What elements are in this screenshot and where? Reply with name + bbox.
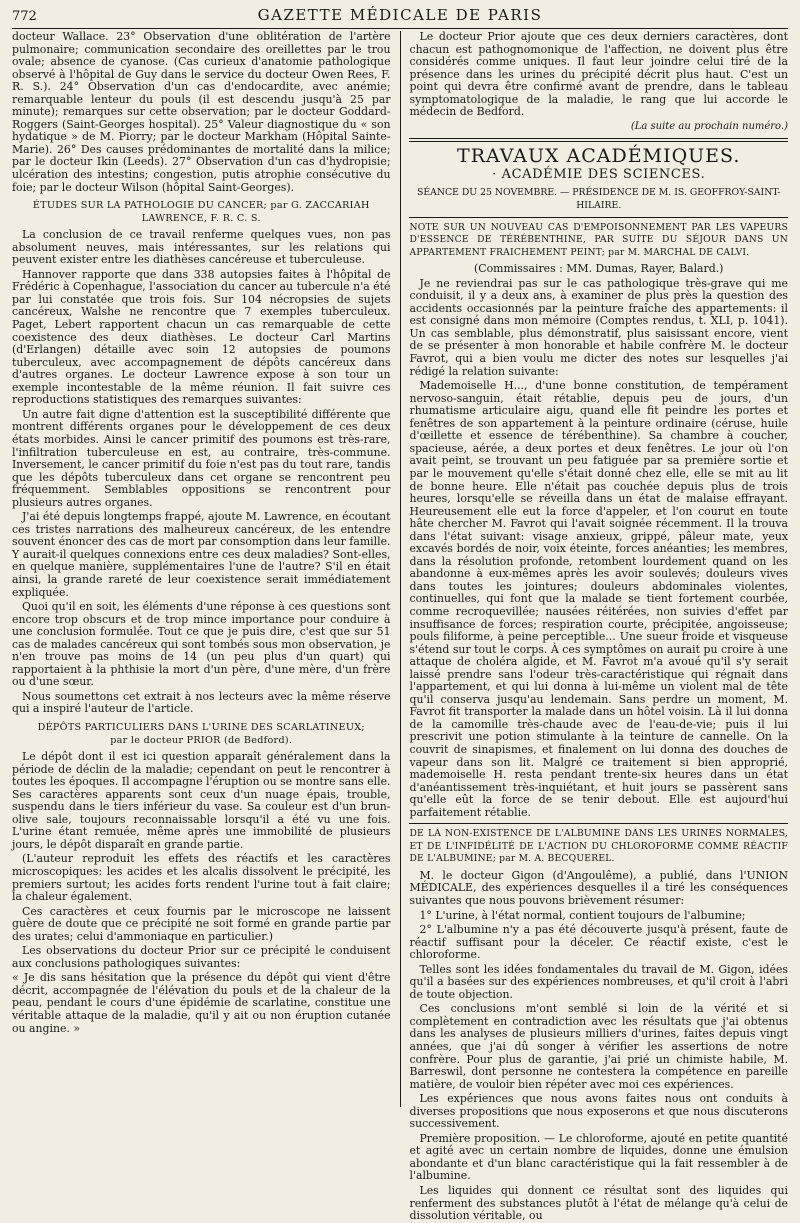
paragraph: docteur Wallace. 23° Observation d'une oblitération de l'artère pulmonaire; communication secondaire des oreillettes par le trou ovale; absence de cyanose. (Cas curieux d'anatomie pathologique observé à l'hôpital de Guy dans le service du docteur Owen Rees, F. R. S.). 24° Observation d'un cas d'endocardite, avec anémie; remarquable lenteur du pouls (il est descendu jusqu'à 25 par minute); remarques sur cette observation; par le docteur Goddard-Roggers (Saint-Georges hospital). 25° Valeur diagnostique du « son hydatique » de M. Piorry; par le docteur Markham (Hôpital Sainte-Marie). 26° Des causes prédominantes de mortalité dans la milice; par le docteur Ikin (Leeds). 27° Observation d'un cas d'hydropisie; ulcération des intestins; congestion, putis atrophie consécutive du foie; par le docteur Wilson (hôpital Saint-Georges). [12, 30, 391, 194]
divider [409, 823, 788, 824]
page-number: 772 [12, 9, 37, 24]
list-item: 1° L'urine, à l'état normal, contient toujours de l'albumine; [419, 908, 746, 922]
paragraph: Quoi qu'il en soit, les éléments d'une réponse à ces questions sont encore trop obscurs et de trop mince importance pour conduire à une conclusion formulée. Tout ce que je puis dire, c'est que sur 51 cas de malades cancéreux qui sont tombés sous mon observation, je n'en trouve pas moins de 14 (un peu plus d'un quart) qui rapportaient à la phthisie la mort d'un père, d'une mère, d'un frère ou d'une sœur. [12, 600, 391, 689]
list-item: 2° L'albumine n'y a pas été découverte jusqu'à présent, faute de réactif suffisant pour la déceler. Ce réactif existe, c'est le chloroforme. [409, 923, 788, 962]
quotation: « Je dis sans hésitation que la présence du dépôt qui vient d'être décrit, accompagnée de l'élévation du pouls et de la chaleur de la peau, pendant le cours d'une épidémie de scarlatine, constitue une véritable attaque de la maladie, qu'il y ait ou non éruption cutanée ou angine. » [12, 971, 391, 1035]
paragraph: Le docteur Prior ajoute que ces deux derniers caractères, dont chacun est pathognomonique de l'affection, ne doivent plus être considérés comme uniques. Il faut leur joindre celui tiré de la présence dans les urines du précipité décrit plus haut. C'est un point qui devra être confirmé avant de prendre, dans le tableau symptomatologique de la maladie, le rang que lui accorde le médecin de Bedford. [409, 30, 788, 119]
paragraph: Telles sont les idées fondamentales du travail de M. Gigon, idées qu'il a basées sur des expériences nombreuses, et qu'il croit à l'abri de toute objection. [409, 962, 788, 1001]
section-divider [409, 138, 788, 142]
page-header [12, 6, 788, 29]
article-heading-albumine: DE LA NON-EXISTENCE DE L'ALBUMINE DANS LES URINES NORMALES, ET DE L'INFIDÉLITÉ DE L'ACTION DU CHLOROFORME COMME RÉACTIF DE L'ALBUMINE; par M. A. BECQUEREL. [409, 828, 788, 865]
left-column [12, 31, 397, 1107]
paragraph: Mademoiselle H..., d'une bonne constitution, de tempérament nervoso-sanguin, était rétablie, depuis peu de jours, d'un rhumatisme articulaire aigu, quand elle fit peindre les portes et fenêtres de son appartement à la peinture ordinaire (céruse, huile d'œillette et essence de térébenthine). Sa chambre à coucher, spacieuse, aérée, a deux portes et deux fenêtres. Le jour où l'on avait peint, se trouvant un peu fatiguée par sa première sortie et par le mouvement qu'elle s'était donné chez elle, elle se mit au lit de bonne heure. Elle n'était pas couchée depuis plus de trois heures, lorsqu'elle se réveilla dans un état de malaise effrayant. Heureusement elle eut la force d'appeler, et l'on courut en toute hâte chercher M. Favrot qui l'avait soignée récemment. Il la trouva dans l'état suivant: visage anxieux, grippé, pâleur mate, yeux excavés bordés de noir, voix éteinte, forces anéanties; les membres, dans la résolution profonde, retombent lourdement quand on les abandonne à eux-mêmes après les avoir soulevés; douleurs vives dans toutes les jointures; douleurs abdominales violentes, continuelles, qui font que la malade se tient fortement courbée, comme recroquevillée; nausées réitérées, non suivies d'effet par insuffisance de forces; respiration courte, précipitée, angoisseuse; pouls filiforme, à peine perceptible... Une sueur froide et visqueuse s'étend sur tout le corps. À ces symptômes on aurait pu croire à une attaque de choléra algide, et M. Favrot m'a avoué qu'il s'y serait laissé prendre sans l'odeur très-caractéristique qui régnait dans l'appartement, et qui lui donna à lui-même un violent mal de tête qu'il conserva jusqu'au lendemain. Sans perdre un moment, M. Favrot fit transporter la malade dans un hôtel voisin. Là il lui donna de la camomille très-chaude avec de l'eau-de-vie; puis il lui prescrivit une potion stimulante à la teinture de cannelle. On la couvrit de sinapismes, et finalement on lui donna des douches de vapeur dans son lit. Malgré ce traitement si bien approprié, mademoiselle H. resta pendant trente-six heures dans un état d'anéantissement très-inquiétant, et huit jours se passèrent sans qu'elle eût la force de se tenir debout. Elle est aujourd'hui parfaitement rétablie. [409, 379, 788, 819]
article-heading-scarlatine [12, 722, 391, 747]
paragraph: La conclusion de ce travail renferme quelques vues, non pas absolument neuves, mais intéressantes, sur les relations qui peuvent exister entre les diathèses cancéreuse et tuberculeuse. [12, 228, 391, 267]
paragraph: Nous soumettons cet extrait à nos lecteurs avec la même réserve qui a inspiré l'auteur de l'article. [12, 689, 391, 716]
divider [409, 217, 788, 218]
paragraph: Un autre fait digne d'attention est la susceptibilité différente que montrent différents organes pour le développement de ces deux états morbides. Ainsi le cancer primitif des poumons est très-rare, l'infiltration tuberculeuse en est, au contraire, très-commune. Inversement, le cancer primitif du foie n'est pas du tout rare, tandis que les dépôts tuberculeux dans cet organe se rencontrent peu fréquemment. Semblables oppositions se rencontrent pour plusieurs autres organes. [12, 407, 391, 509]
paragraph: Ces conclusions m'ont semblé si loin de la vérité et si complètement en contradiction avec les résultats que j'ai obtenus dans les analyses de plusieurs milliers d'urines, faites depuis vingt années, que j'ai dû songer à vérifier les assertions de notre confrère. Pour plus de garantie, j'ai prié un chimiste habile, M. Barreswil, dont personne ne contestera la compétence en pareille matière, de vouloir bien répéter avec moi ces expériences. [409, 1002, 788, 1091]
columns [12, 30, 788, 1223]
commissaires-line: (Commissaires : MM. Dumas, Rayer, Balard.) [474, 262, 724, 276]
session-line: SÉANCE DU 25 NOVEMBRE. — PRÉSIDENCE DE M. IS. GEOFFROY-SAINT-HILAIRE. [416, 187, 781, 212]
paragraph: J'ai été depuis longtemps frappé, ajoute M. Lawrence, en écoutant ces tristes narrations des malheureux cancéreux, de les entendre souvent énoncer des cas de mort par consomption dans leur famille. Y aurait-il quelques connexions entre ces deux maladies? Sont-elles, en quelque manière, supplémentaires l'une de l'autre? S'il en était ainsi, la grande rareté de leur coexistence serait immédiatement expliquée. [12, 510, 391, 599]
paragraph: Ces caractères et ceux fournis par le microscope ne laissent guère de doute que ce précipité ne soit formé en grande partie par des urates; celui d'ammoniaque en particulier.) [12, 904, 391, 943]
section-title: TRAVAUX ACADÉMIQUES. [457, 145, 741, 168]
paragraph: Le dépôt dont il est ici question apparaît généralement dans la période de déclin de la maladie; cependant on peut le rencontrer à toutes les époques. Il accompagne l'éruption ou se montre sans elle. Ses caractères apparents sont ceux d'un nuage épais, trouble, suspendu dans le tiers inférieur du vase. Sa couleur est d'un brun-olive sale, toujours reconnaissable lorsqu'il a été vu une fois. L'urine étant remuée, même après une immobilité de plusieurs jours, le dépôt disparaît en grande partie. [12, 750, 391, 851]
column-divider [400, 31, 401, 1107]
article-heading-cancer: ÉTUDES SUR LA PATHOLOGIE DU CANCER; par G. ZACCARIAH LAWRENCE, F. R. C. S. [32, 200, 370, 224]
paragraph: Je ne reviendrai pas sur le cas pathologique très-grave qui me conduisit, il y a deux ans, à examiner de plus près la question des accidents occasionnés par la peinture fraîche des appartements: il est consigné dans mon mémoire (Comptes rendus, t. XLI, p. 1041). Un cas semblable, plus démonstratif, plus saisissant encore, vient de se présenter à mon honorable et habile confrère M. le docteur Favrot, qui a bien voulu me dicter des notes sur lesquelles j'ai rédigé la relation suivante: [409, 276, 788, 378]
paragraph: (L'auteur reproduit les effets des réactifs et les caractères microscopiques: les acides et les alcalis dissolvent le précipité, les premiers surtout; les acides forts rendent l'urine tout à fait claire; la chaleur également. [12, 852, 391, 904]
heading-author: par le docteur PRIOR (de Bedford). [110, 734, 293, 746]
journal-title: GAZETTE MÉDICALE DE PARIS [257, 6, 543, 24]
paragraph: Première proposition. — Le chloroforme, ajouté en petite quantité et agité avec un certain nombre de liquides, donne une émulsion abondante et d'un blanc caractéristique qui la fait ressembler à de l'albumine. [409, 1131, 788, 1183]
paragraph: Les observations du docteur Prior sur ce précipité le conduisent aux conclusions pathologiques suivantes: [12, 944, 391, 970]
academy-subtitle: · ACADÉMIE DES SCIENCES. [492, 166, 706, 182]
heading-line: DÉPÔTS PARTICULIERS DANS L'URINE DES SCARLATINEUX; [37, 721, 365, 733]
paragraph: M. le docteur Gigon (d'Angoulême), a publié, dans l'UNION MÉDICALE, des expériences desquelles il a tiré les conséquences suivantes que nous pouvons brièvement résumer: [409, 868, 788, 907]
article-heading-terebenthine: NOTE SUR UN NOUVEAU CAS D'EMPOISONNEMENT PAR LES VAPEURS D'ESSENCE DE TÉRÉBENTHINE, PAR SUITE DU SÉJOUR DANS UN APPARTEMENT FRAICHEMENT PEINT; par M. MARCHAL DE CALVI. [409, 221, 788, 258]
paragraph: Hannover rapporte que dans 338 autopsies faites à l'hôpital de Frédéric à Copenhague, l'association du cancer au tubercule n'a été par lui constatée que trois fois. Sur 104 nécropsies de sujets cancéreux, Walshe ne rencontre que 7 exemples tuberculeux. Paget, Lebert rapportent chacun un cas remarquable de cette coexistence des deux diathèses. Le docteur Carl Martins (d'Erlangen) détaille avec soin 12 autopsies de poumons tuberculeux, avec accompagnement de dépôts cancéreux dans d'autres organes. Le docteur Lawrence expose à son tour un exemple incontestable de la même réunion. Il fait suivre ces reproductions statistiques des remarques suivantes: [12, 267, 391, 407]
paragraph: Les liquides qui donnent ce résultat sont des liquides qui renferment des substances plutôt à l'état de mélange qu'à celui de dissolution véritable, ou [409, 1184, 788, 1223]
paragraph: Les expériences que nous avons faites nous ont conduits à diverses propositions que nous exposerons et que nous discuterons successivement. [409, 1092, 788, 1131]
continuation-note: (La suite au prochain numéro.) [630, 120, 788, 132]
right-column [403, 30, 788, 1223]
